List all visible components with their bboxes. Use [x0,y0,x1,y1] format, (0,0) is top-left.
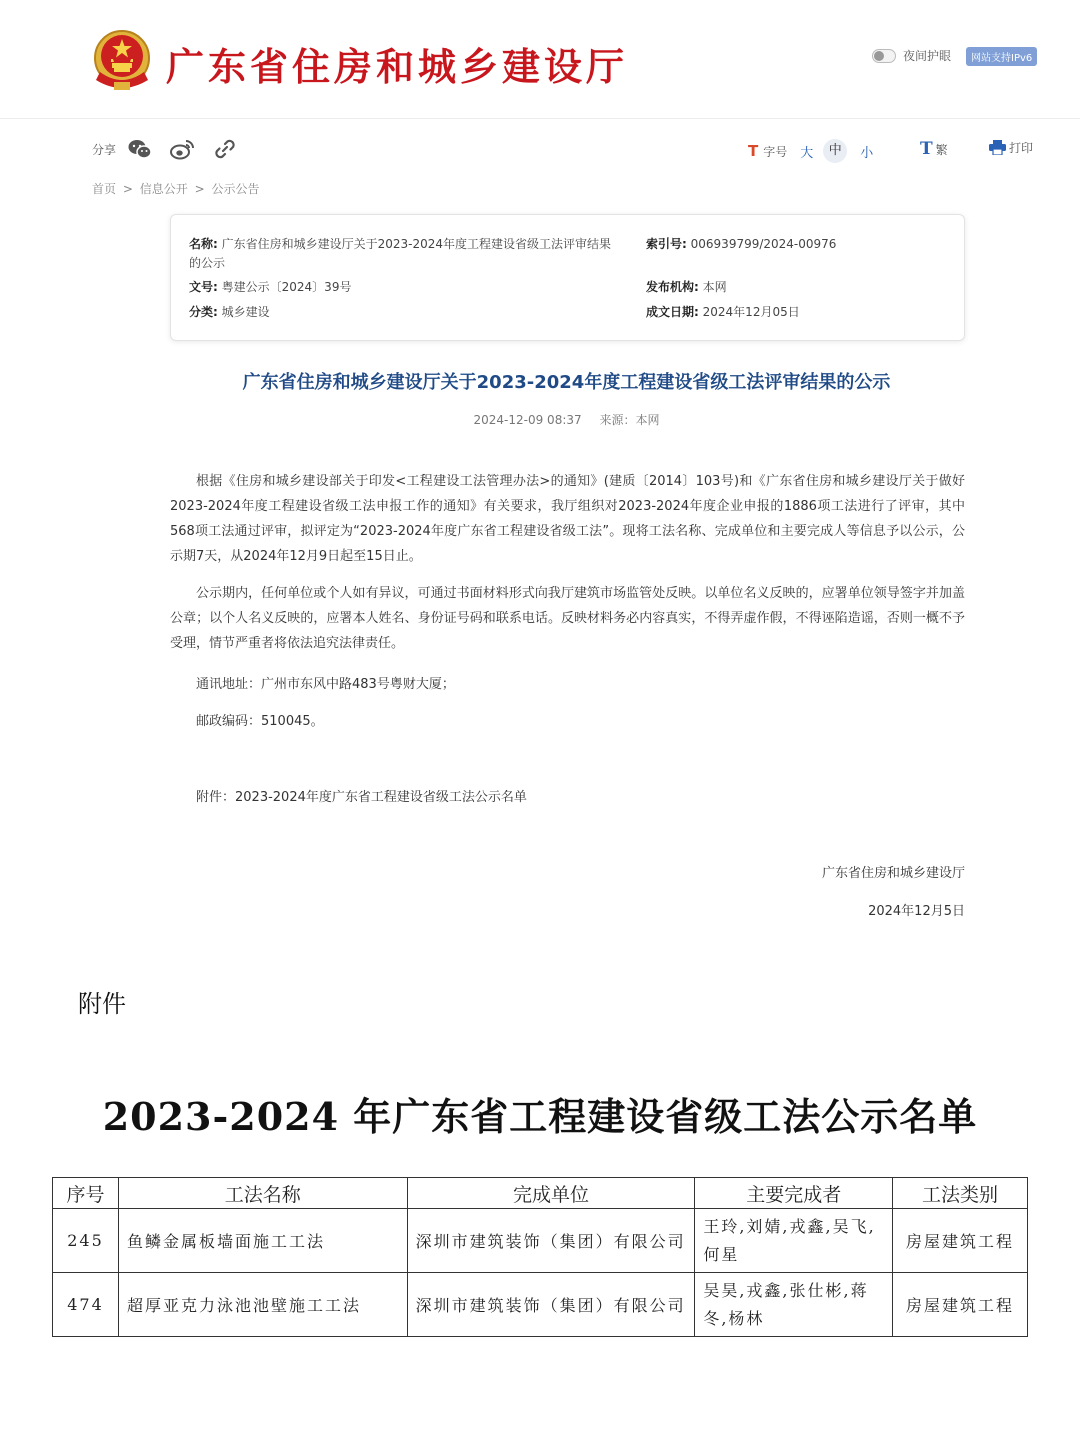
attachment-name-table [52,1177,1028,1337]
traditional-label: 繁 [935,142,948,157]
article-source: 来源：本网 [599,413,660,427]
article-signature: 广东省住房和城乡建设厅 [821,866,965,881]
site-header [0,0,1080,119]
link-icon[interactable] [212,136,238,162]
breadcrumb-notice[interactable]: 公示公告 [211,182,260,196]
meta-category [189,303,270,322]
meta-doc-no-value: 粤建公示〔2024〕39号 [221,280,352,294]
night-mode-toggle[interactable] [872,47,951,64]
article-sign-date: 2024年12月5日 [868,904,965,919]
meta-doc-no-label: 文号: [189,280,218,294]
wechat-icon[interactable] [127,136,153,162]
meta-name-value: 广东省住房和城乡建设厅关于2023-2024年度工程建设省级工法评审结果的公示 [189,237,612,270]
breadcrumb-info[interactable]: 信息公开 [139,182,188,196]
traditional-icon: T [920,139,933,159]
breadcrumb [92,180,259,197]
font-medium-button[interactable]: 中 [823,139,847,163]
meta-publisher-label: 发布机构: [646,280,699,294]
meta-doc-no [189,278,351,297]
meta-index-value: 006939799/2024-00976 [690,237,837,251]
cell-name: 超厚亚克力泳池池壁施工工法 [118,1273,407,1337]
column-header-no: 序号 [53,1178,119,1209]
print-button[interactable] [989,139,1033,156]
attachment-heading: 附件 [78,990,126,1018]
article-attachment-link[interactable]: 附件：2023-2024年度广东省工程建设省级工法公示名单 [196,790,527,805]
meta-date-value: 2024年12月05日 [702,305,800,319]
column-header-people: 主要完成者 [695,1178,893,1209]
cell-people: 王玲,刘婧,戎鑫,吴飞,何星 [695,1209,893,1273]
cell-category: 房屋建筑工程 [893,1273,1028,1337]
font-large-button[interactable]: 大 [800,145,814,161]
meta-name-label: 名称: [189,237,218,251]
meta-category-label: 分类: [189,305,218,319]
font-size-label: 字号 [763,144,788,159]
meta-index [646,235,836,254]
toggle-switch-icon[interactable] [872,49,896,63]
night-mode-label: 夜间护眼 [903,49,952,63]
meta-publisher-value: 本网 [702,280,727,294]
font-size-control [748,139,873,163]
meta-publisher [646,278,727,297]
article-datetime: 2024-12-09 08:37 [473,413,582,427]
article-info [170,411,963,428]
meta-category-value: 城乡建设 [221,305,270,319]
ipv6-badge: 网站支持IPv6 [966,47,1037,66]
meta-date-label: 成文日期: [646,305,699,319]
document-meta-box [170,214,965,341]
font-small-button[interactable]: 小 [860,145,874,161]
cell-unit: 深圳市建筑装饰（集团）有限公司 [407,1273,695,1337]
cell-people: 吴昊,戎鑫,张仕彬,蒋冬,杨林 [695,1273,893,1337]
cell-no: 474 [53,1273,119,1337]
column-header-name: 工法名称 [118,1178,407,1209]
column-header-unit: 完成单位 [407,1178,695,1209]
cell-no: 245 [53,1209,119,1273]
cell-unit: 深圳市建筑装饰（集团）有限公司 [407,1209,695,1273]
article-toolbar [0,134,1080,164]
article-paragraph-1: 根据《住房和城乡建设部关于印发<工程建设工法管理办法>的通知》(建质〔2014〕103号)和《广东省住房和城乡建设厅关于做好2023-2024年度工程建设省级工法申报工作的通知》有关要求，我厅组织对2023-2024年度企业申报的1886项工法进行了评审，其中568项工法通过评审，拟评定为“2023-2024年度广东省工程建设省级工法”。现将工法名称、完成单位和主要完成人等信息予以公示，公示期7天，从2024年12月9日起至15日止。 [170,474,965,564]
attachment-list-title: 2023-2024 年广东省工程建设省级工法公示名单 [102,1094,978,1139]
weibo-icon[interactable] [169,136,195,162]
article-postcode: 邮政编码：510045。 [196,714,324,729]
column-header-category: 工法类别 [893,1178,1028,1209]
print-label: 打印 [1009,141,1034,155]
national-emblem-icon[interactable] [90,28,154,94]
table-row [53,1273,1028,1337]
site-title[interactable]: 广东省住房和城乡建设厅 [166,44,629,89]
cell-category: 房屋建筑工程 [893,1209,1028,1273]
table-header-row [53,1178,1028,1209]
breadcrumb-separator: > [122,182,133,196]
breadcrumb-separator: > [194,182,205,196]
traditional-chinese-button[interactable] [920,139,948,159]
printer-icon [989,140,1006,155]
cell-name: 鱼鳞金属板墙面施工工法 [118,1209,407,1273]
breadcrumb-home[interactable]: 首页 [92,182,117,196]
article-title: 广东省住房和城乡建设厅关于2023-2024年度工程建设省级工法评审结果的公示 [242,372,891,393]
article-address: 通讯地址：广州市东风中路483号粤财大厦； [196,677,455,692]
table-row [53,1209,1028,1273]
font-size-icon: T [748,142,759,160]
meta-index-label: 索引号: [646,237,687,251]
meta-name [189,235,619,273]
article-paragraph-2: 公示期内，任何单位或个人如有异议，可通过书面材料形式向我厅建筑市场监管处反映。以单位名义反映的，应署单位领导签字并加盖公章；以个人名义反映的，应署本人姓名、身份证号码和联系电话。反映材料务必内容真实，不得弄虚作假，不得诬陷造谣，否则一概不予受理，情节严重者将依法追究法律责任。 [170,586,965,651]
share-label: 分享 [92,143,117,157]
meta-date [646,303,800,322]
